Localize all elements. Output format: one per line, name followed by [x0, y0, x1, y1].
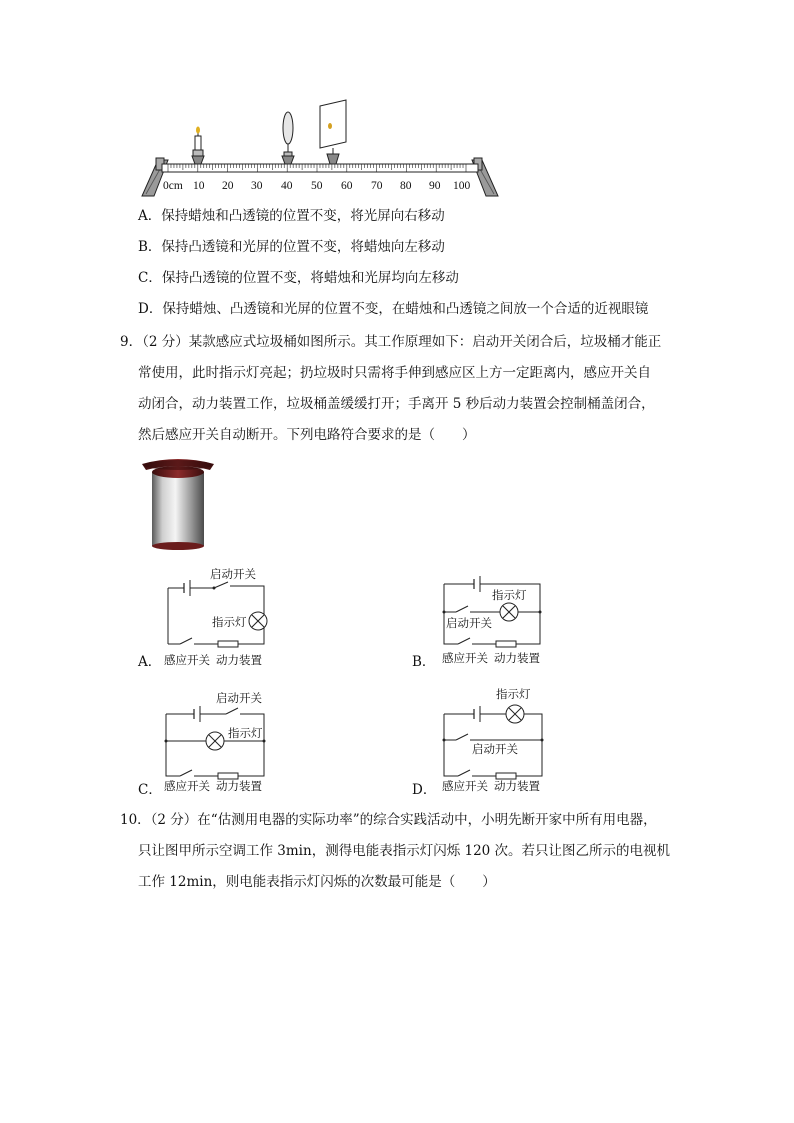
circuit-b-letter: B．: [412, 654, 436, 670]
tick-20: 20: [222, 180, 234, 192]
q9-stem-line-4: 然后感应开关自动断开。下列电路符合要求的是（ ）: [138, 427, 476, 443]
circuit-a-indicator-label: 指示灯: [212, 615, 247, 629]
circuit-c-letter: C．: [138, 782, 162, 798]
circuit-d-sensor-label: 感应开关: [442, 779, 488, 793]
tick-70: 70: [371, 180, 383, 192]
circuit-a-letter: A．: [138, 654, 162, 670]
tick-0: 0cm: [163, 180, 183, 192]
q8-option-a: A．保持蜡烛和凸透镜的位置不变，将光屏向右移动: [138, 208, 445, 224]
circuit-d-letter: D．: [412, 782, 437, 798]
circuit-b-motor-label: 动力装置: [494, 651, 540, 665]
circuit-c-start-switch-label: 启动开关: [216, 691, 262, 705]
circuit-a-start-switch-label: 启动开关: [210, 567, 256, 581]
trash-can-image: [138, 456, 218, 552]
q8-option-b: B．保持凸透镜和光屏的位置不变，将蜡烛向左移动: [138, 239, 445, 255]
q8-option-d: D．保持蜡烛、凸透镜和光屏的位置不变，在蜡烛和凸透镜之间放一个合适的近视眼镜: [138, 301, 649, 317]
circuit-c-sensor-label: 感应开关: [164, 779, 210, 793]
circuit-b-sensor-label: 感应开关: [442, 651, 488, 665]
tick-30: 30: [251, 180, 263, 192]
circuit-d-start-switch-label: 启动开关: [472, 742, 518, 756]
circuit-a-motor-label: 动力装置: [216, 653, 262, 667]
circuit-d-motor-label: 动力装置: [494, 779, 540, 793]
circuit-b-start-switch-label: 启动开关: [446, 616, 492, 630]
tick-40: 40: [281, 180, 293, 192]
circuit-c-motor-label: 动力装置: [216, 779, 262, 793]
tick-10: 10: [193, 180, 205, 192]
tick-50: 50: [311, 180, 323, 192]
circuit-d-indicator-label: 指示灯: [496, 687, 531, 701]
circuit-a-sensor-label: 感应开关: [164, 653, 210, 667]
q8-option-c: C．保持凸透镜的位置不变，将蜡烛和光屏均向左移动: [138, 270, 459, 286]
q10-stem-line-2: 只让图甲所示空调工作 3min，测得电能表指示灯闪烁 120 次。若只让图乙所示的电视机: [138, 843, 671, 859]
q9-stem-line-2: 常使用，此时指示灯亮起；扔垃圾时只需将手伸到感应区上方一定距离内，感应开关自: [138, 365, 651, 381]
circuit-b-indicator-label: 指示灯: [492, 588, 527, 602]
tick-80: 80: [400, 180, 412, 192]
tick-60: 60: [341, 180, 353, 192]
q9-stem-line-3: 动闭合，动力装置工作，垃圾桶盖缓缓打开；手离开 5 秒后动力装置会控制桶盖闭合，: [138, 396, 655, 412]
q9-stem-line-1: 9．（2 分）某款感应式垃圾桶如图所示。其工作原理如下：启动开关闭合后，垃圾桶才能正: [120, 334, 662, 350]
q10-stem-line-3: 工作 12min，则电能表指示灯闪烁的次数最可能是（ ）: [138, 874, 496, 890]
tick-100: 100: [453, 180, 471, 192]
circuit-c: [160, 706, 270, 786]
tick-90: 90: [429, 180, 441, 192]
q10-stem-line-1: 10．（2 分）在“估测用电器的实际功率”的综合实践活动中，小明先断开家中所有用电器，: [120, 812, 657, 828]
circuit-c-indicator-label: 指示灯: [228, 726, 263, 740]
